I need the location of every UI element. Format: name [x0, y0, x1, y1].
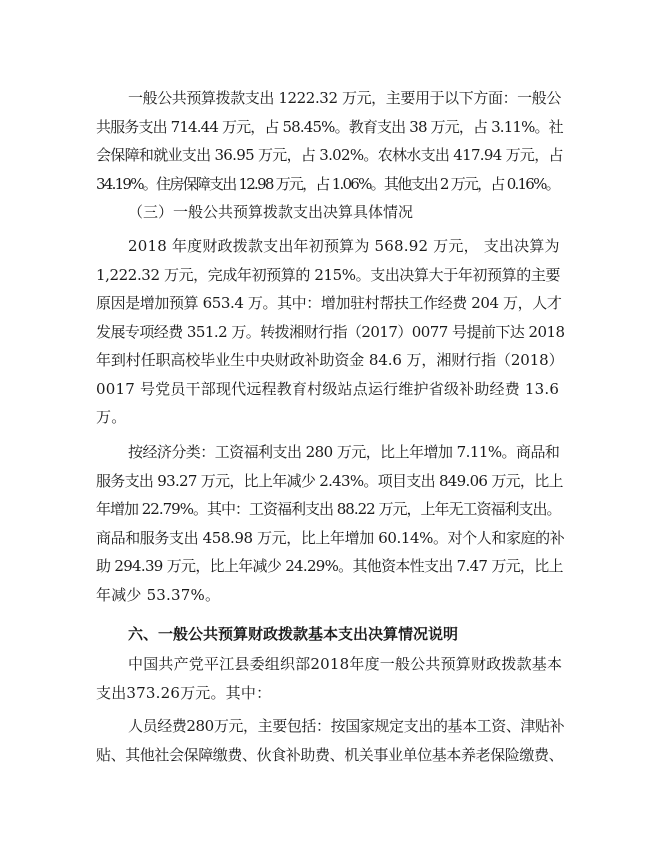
text-line: 万。 — [96, 408, 127, 426]
text-line: 34.19%。住房保障支出 12.98 万元，占 1.06%。其他支出 2 万元，占 0.16%。 — [96, 174, 559, 193]
text-line: 服务支出 93.27 万元，比上年减少 2.43%。项目支出 849.06 万元，比上 — [96, 471, 563, 490]
paragraph-general-budget-spending — [96, 84, 564, 198]
section-heading-basic-expenditure: 六、一般公共预算财政拨款基本支出决算情况说明 — [128, 625, 459, 643]
text-line: 共服务支出 714.44 万元，占 58.45%。教育支出 38 万元，占 3.11%。社 — [96, 117, 563, 136]
text-line: 会保障和就业支出 36.95 万元，占 3.02%。农林水支出 417.94 万元，占 — [96, 146, 563, 164]
text-line: 支出373.26万元。其中： — [96, 683, 272, 702]
paragraph-basic-expenditure-total — [96, 650, 564, 707]
paragraph-economic-classification — [96, 438, 564, 609]
text-line: 人员经费280万元，主要包括：按国家规定支出的基本工资、津贴补 — [128, 717, 565, 735]
text-line: 0017 号党员干部现代远程教育村级站点运行维护省级补助经费 13.6 — [96, 379, 560, 398]
text-line: 年减少 53.37%。 — [96, 585, 221, 604]
text-line: 贴、其他社会保障缴费、伙食补助费、机关事业单位基本养老保险缴费、 — [96, 745, 564, 764]
text-line: 原因是增加预算 653.4 万。其中：增加驻村帮扶工作经费 204 万，人才 — [96, 294, 562, 312]
text-line: 发展专项经费 351.2 万。转拨湘财行指（2017）0077 号提前下达 2018 — [96, 322, 565, 341]
text-line: 年到村任职高校毕业生中央财政补助资金 84.6 万，湘财行指（2018） — [96, 351, 564, 369]
text-line: 1,222.32 万元，完成年初预算的 215%。支出决算大于年初预算的主要 — [96, 265, 561, 284]
text-line: 按经济分类：工资福利支出 280 万元，比上年增加 7.11%。商品和 — [128, 443, 560, 461]
text-line: 商品和服务支出 458.98 万元，比上年增加 60.14%。对个人和家庭的补 — [96, 528, 565, 547]
text-line: 助 294.39 万元，比上年减少 24.29%。其他资本性支出 7.47 万元，比上 — [96, 557, 563, 575]
text-line: 中国共产党平江县委组织部2018年度一般公共预算财政拨款基本 — [128, 655, 563, 673]
paragraph-personnel-expenses — [96, 712, 564, 769]
subheading-budget-details: （三）一般公共预算拨款支出决算具体情况 — [128, 203, 414, 221]
text-line: 一般公共预算拨款支出 1222.32 万元，主要用于以下方面：一般公 — [128, 89, 561, 107]
text-line: 2018 年度财政拨款支出年初预算为 568.92 万元， 支出决算为 — [128, 237, 560, 255]
text-line: 年增加 22.79%。其中：工资福利支出 88.22 万元，上年无工资福利支出。 — [96, 500, 561, 518]
paragraph-budget-vs-actual — [96, 232, 564, 432]
